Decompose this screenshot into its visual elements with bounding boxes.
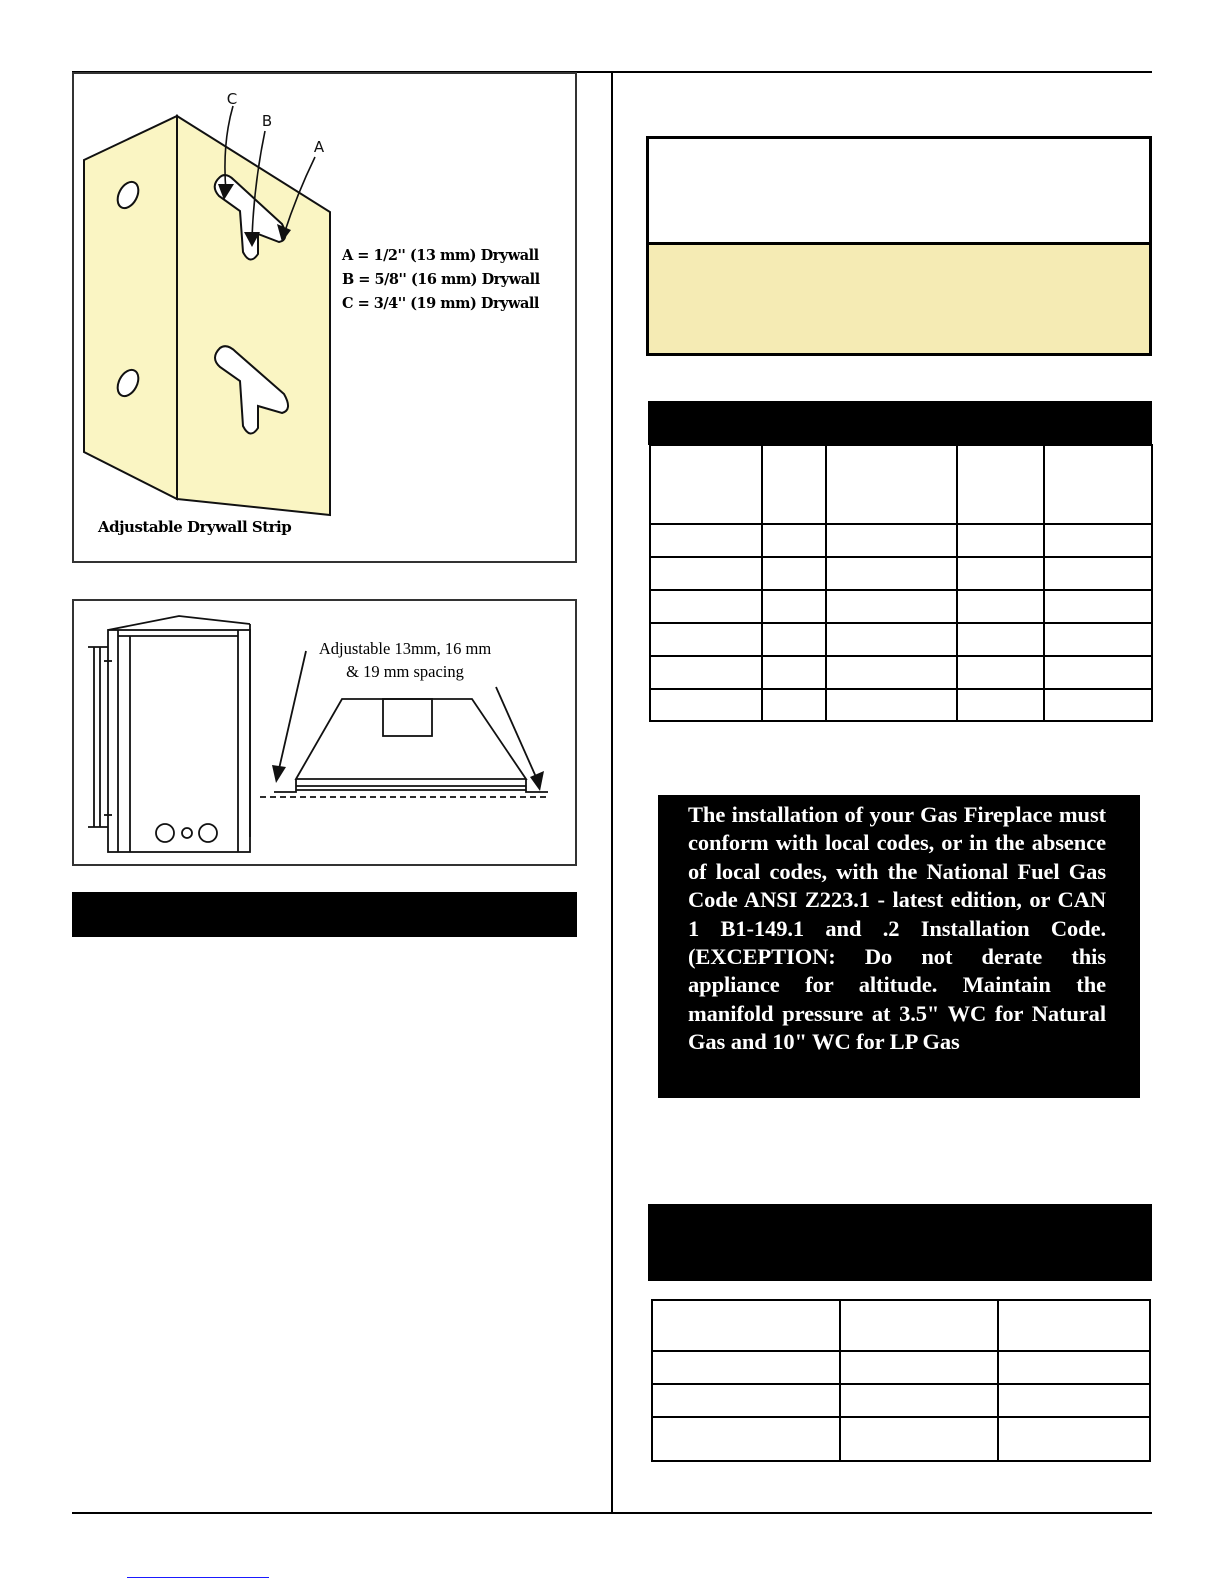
warning-box-body [649, 242, 1149, 353]
code-compliance-text: The installation of your Gas Fireplace must conform with local codes, or in the absence of local codes, with the National Fuel Gas Code ANSI Z223.1 - latest edition, or CAN 1 B1-149.1 and .2 Installation Code. (EXCEPTION: Do not derate this appliance for altitude. Maintain the manifold pressure at 3.5" WC for Natural Gas and 10" WC for LP Gas [688, 802, 1106, 1055]
point-label-a: A [313, 138, 325, 156]
key-line-c: C = 3/4'' (19 mm) Drywall [342, 295, 539, 312]
table-row [650, 524, 1152, 557]
table-row [652, 1384, 1150, 1417]
table-row [650, 590, 1152, 623]
table-row [650, 623, 1152, 656]
column-divider [611, 71, 613, 1513]
spacing-note [296, 637, 514, 683]
table-1-header-bar [648, 401, 1152, 445]
table-row [650, 656, 1152, 689]
table-2 [651, 1299, 1151, 1462]
fireplace-side-view [88, 616, 250, 852]
key-line-a: A = 1/2'' (13 mm) Drywall [342, 247, 539, 264]
figure-caption: Adjustable Drywall Strip [98, 518, 292, 536]
drywall-strip-drawing [74, 74, 575, 561]
table-row [650, 557, 1152, 590]
spacing-note-line-1: Adjustable 13mm, 16 mm [318, 639, 492, 658]
spacing-figure [72, 599, 577, 866]
left-section-header-bar [72, 892, 577, 937]
bottom-rule [72, 1512, 1152, 1514]
drywall-thickness-key [342, 244, 567, 316]
table-row [652, 1300, 1150, 1351]
table-1 [649, 444, 1153, 722]
table-row [650, 689, 1152, 721]
point-label-c: C [226, 90, 238, 108]
footer-link-underline[interactable] [127, 1577, 269, 1578]
table-row [650, 445, 1152, 524]
key-line-b: B = 5/8'' (16 mm) Drywall [342, 271, 540, 288]
point-label-b: B [261, 112, 273, 130]
table-row [652, 1351, 1150, 1384]
table-2-header-bar [648, 1204, 1152, 1281]
warning-box [646, 136, 1152, 356]
spacing-note-line-2: & 19 mm spacing [346, 662, 464, 681]
table-row [652, 1417, 1150, 1461]
code-compliance-notice [658, 795, 1140, 1098]
drywall-strip-figure [72, 72, 577, 563]
